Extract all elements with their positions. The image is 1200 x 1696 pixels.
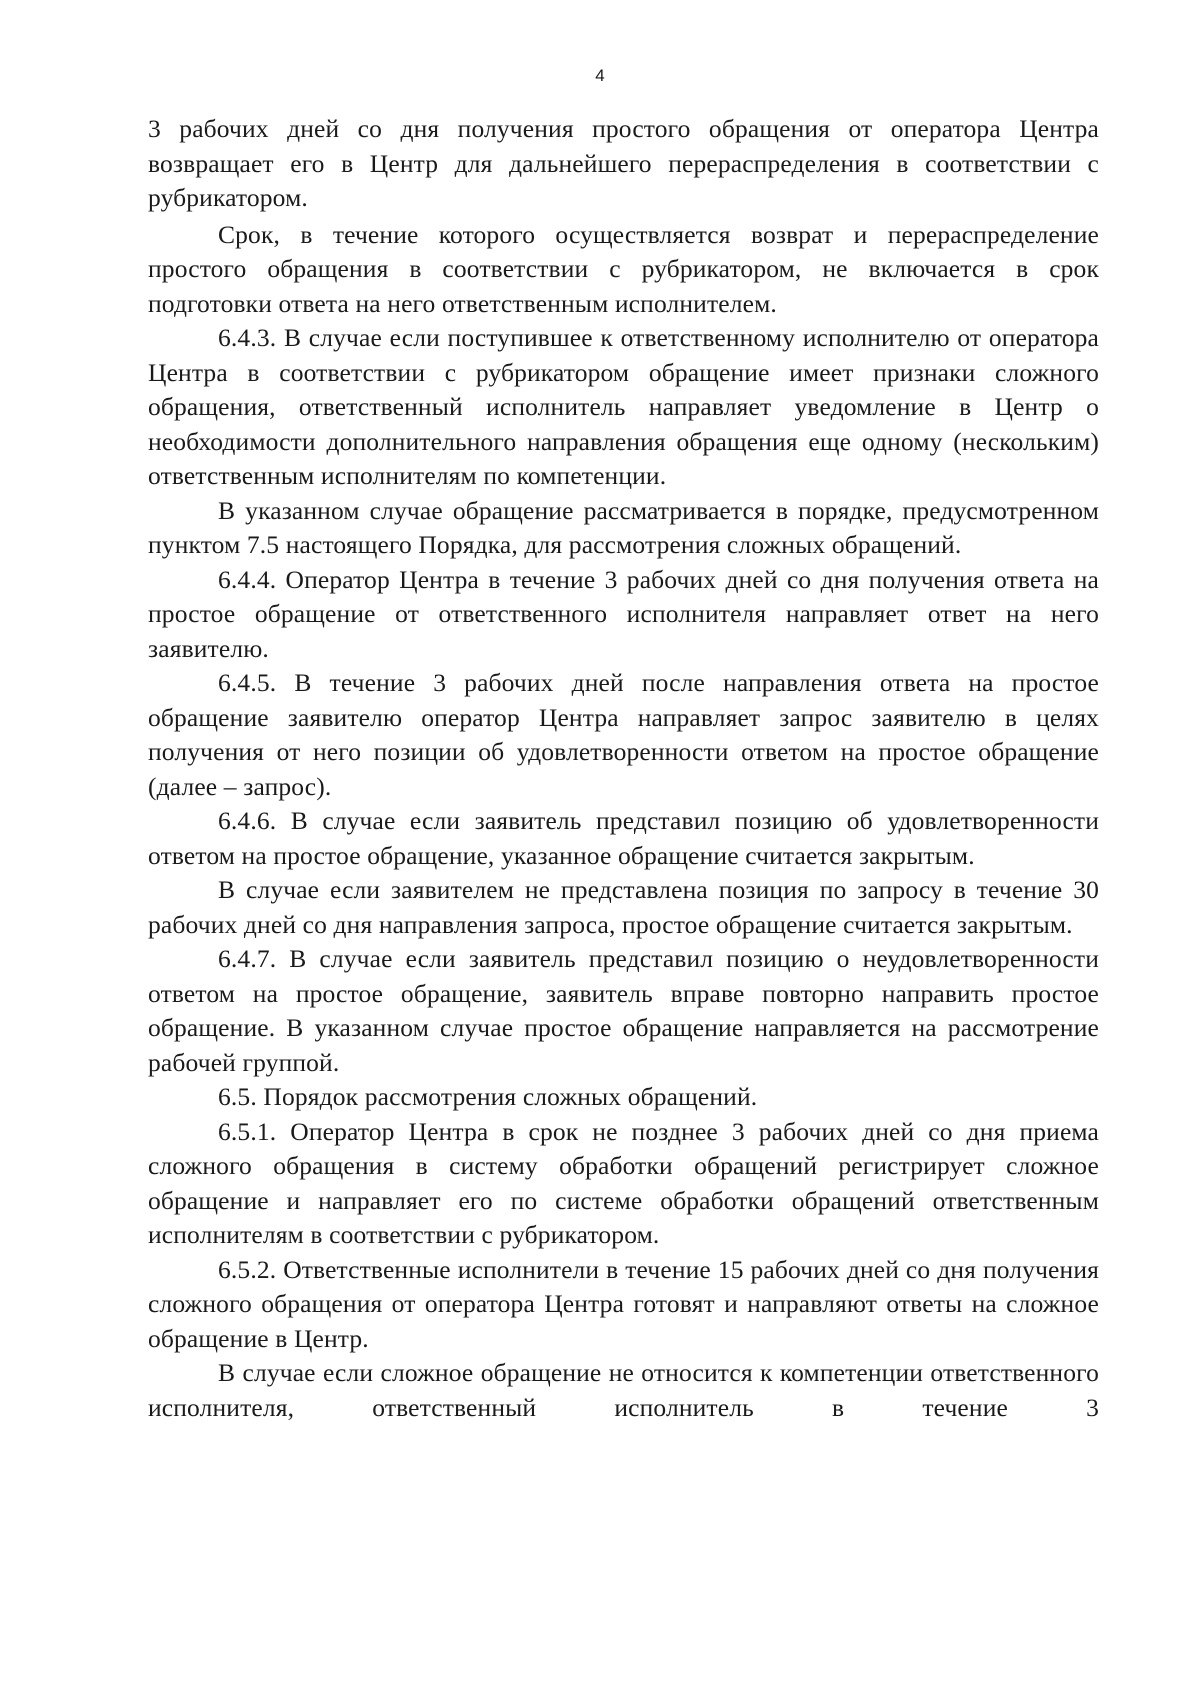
section-heading-6-5: 6.5. Порядок рассмотрения сложных обращений. [218, 1082, 758, 1111]
paragraph-6-4-5: 6.4.5. В течение 3 рабочих дней после направления ответа на простое обращение заявителю оператор Центра направляет запрос заявителю в целях получения от него позиции об удовлетворенности ответом на простое обращение (далее – запрос). [148, 668, 1099, 801]
paragraph-continuation: 3 рабочих дней со дня получения простого обращения от оператора Центра возвращает его в Центр для дальнейшего перераспределения в соответствии с рубрикатором. [148, 114, 1099, 212]
paragraph-6-4-7: 6.4.7. В случае если заявитель представил позицию о неудовлетворенности ответом на простое обращение, заявитель вправе повторно направить простое обращение. В указанном случае простое обращение направляется на рассмотрение рабочей группой. [148, 944, 1099, 1077]
paragraph-no-position: В случае если заявителем не представлена позиция по запросу в течение 30 рабочих дней со дня направления запроса, простое обращение считается закрытым. [148, 875, 1099, 939]
document-body [148, 112, 1099, 1425]
page-number: 4 [595, 66, 605, 85]
paragraph-6-5-2: 6.5.2. Ответственные исполнители в течение 15 рабочих дней со дня получения сложного обращения от оператора Центра готовят и направляют ответы на сложное обращение в Центр. [148, 1254, 1099, 1353]
paragraph-not-competent: В случае если сложное обращение не относится к компетенции ответственного исполнителя, ответственный исполнитель в течение 3 [148, 1358, 1099, 1422]
paragraph-6-4-3: 6.4.3. В случае если поступившее к ответственному исполнителю от оператора Центра в соответствии с рубрикатором обращение имеет признаки сложного обращения, ответственный исполнитель направляет уведомление в Центр о необходимости дополнительного направления обращения еще одному (нескольким) ответственным исполнителям по компетенции. [148, 323, 1099, 490]
paragraph-complex-procedure: В указанном случае обращение рассматривается в порядке, предусмотренном пунктом 7.5 настоящего Порядка, для рассмотрения сложных обращений. [148, 495, 1099, 559]
paragraph-6-4-6: 6.4.6. В случае если заявитель представил позицию об удовлетворенности ответом на простое обращение, указанное обращение считается закрытым. [148, 806, 1099, 870]
paragraph-6-4-4: 6.4.4. Оператор Центра в течение 3 рабочих дней со дня получения ответа на простое обращение от ответственного исполнителя направляет ответ на него заявителю. [148, 564, 1099, 663]
paragraph-6-5-1: 6.5.1. Оператор Центра в срок не позднее 3 рабочих дней со дня приема сложного обращения в систему обработки обращений регистрирует сложное обращение и направляет его по системе обработки обращений ответственным исполнителям в соответствии с рубрикатором. [148, 1116, 1099, 1249]
paragraph-return-term: Срок, в течение которого осуществляется возврат и перераспределение простого обращения в соответствии с рубрикатором, не включается в срок подготовки ответа на него ответственным исполнителем. [148, 219, 1099, 318]
